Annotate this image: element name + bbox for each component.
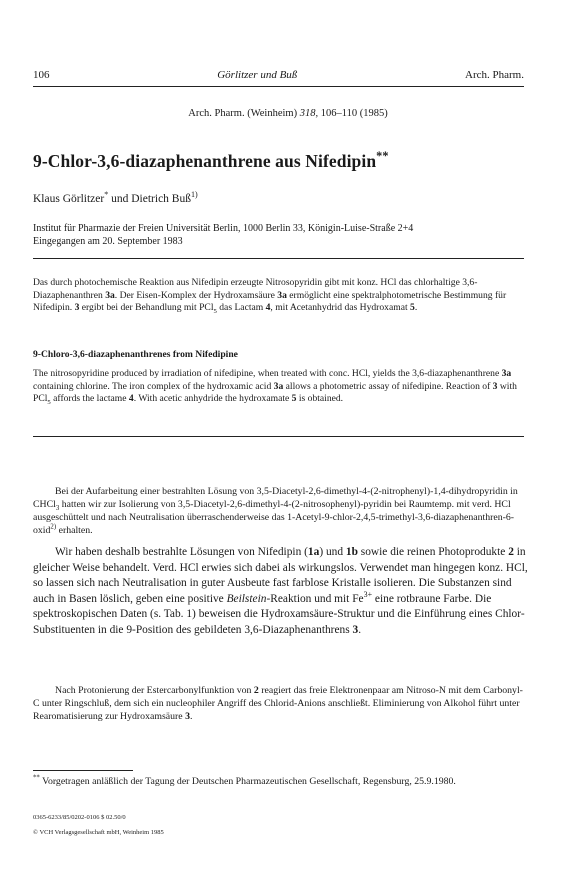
body-paragraph-1: Bei der Aufarbeitung einer bestrahlten Lösung von 3,5-Diacetyl-2,6-dimethyl-4-(2-nitrophenyl)-1,4-dihydropyridin in CHCl$_3$ hatten wir zur Isolierung von 3,5-Diacetyl-2,6-dimethyl-4-(2-nitrosophenyl)-pyridin bei Raumtemp. mit verd. HCl ausgeschüttelt und nach Neutralisation überraschenderweise das 1-Acetyl-9-chlor-2,4,5-trimethyl-3,6-diazaphenanthren-6-oxid$^{2)}$ erhalten. xyxy=(33,486,518,536)
authors: Klaus Görlitzer* und Dietrich Buß$^{1)}$ xyxy=(33,190,198,205)
running-title: Görlitzer und Buß xyxy=(217,69,298,81)
abstract-top-rule xyxy=(33,258,524,259)
abstract-english: The nitrosopyridine produced by irradiation of nifedipine, when treated with conc. HCl, yields the 3,6-diazaphenanthrene 3a containing chlorine. The iron complex of the hydroxamic acid 3a allows a photometric assay of nifedipine. Reaction of 3 with PCl$_5$ affords the lactame 4. With acetic anhydride the hydroxamate 5 is obtained. xyxy=(33,368,517,407)
abstract-bottom-rule xyxy=(33,436,524,437)
journal-abbrev: Arch. Pharm. xyxy=(465,69,524,81)
volume: 318, xyxy=(299,108,319,119)
title-footnote-mark: ** xyxy=(376,149,389,164)
abstract-german: Das durch photochemische Reaktion aus Nifedipin erzeugte Nitrosopyridin gibt mit konz. HCl das chlorhaltige 3,6-Diazaphenanthren 3a. Der Eisen-Komplex der Hydroxamsäure 3a ermöglicht eine spektralphotometrische Bestimmung für Nifedipin. 3 ergibt bei der Behandlung mit PCl$_5$ das Lactam 4, mit Acetanhydrid das Hydroxamat 5. xyxy=(33,277,507,316)
header-rule xyxy=(33,86,524,87)
footnote-rule xyxy=(33,770,133,771)
footnote: ** Vorgetragen anläßlich der Tagung der Deutschen Pharmazeutischen Gesellschaft, Regensburg, 25.9.1980. xyxy=(33,774,456,787)
article-title: 9-Chlor-3,6-diazaphenanthrene aus Nifedipin** xyxy=(33,149,389,171)
running-header xyxy=(33,69,524,81)
affiliation-address: Institut für Pharmazie der Freien Universität Berlin, 1000 Berlin 33, Königin-Luise-Straße 2+4 xyxy=(33,223,414,234)
publisher-copyright: © VCH Verlagsgesellschaft mbH, Weinheim 1985 xyxy=(33,829,164,836)
received-date: Eingegangen am 20. September 1983 xyxy=(33,236,183,247)
citation-line: Arch. Pharm. (Weinheim) 318, 106–110 (1985) xyxy=(188,108,388,119)
english-title: 9-Chloro-3,6-diazaphenanthrenes from Nifedipine xyxy=(33,349,238,360)
body-paragraph-3: Nach Protonierung der Estercarbonylfunktion von 2 reagiert das freie Elektronenpaar am Nitroso-N mit dem Carbonyl-C unter Ringschluß, dem sich ein nucleophiler Angriff des Chlorid-Anions anschließt. Eliminierung von Alkohol führt unter Rearomatisierung zur Hydroxamsäure 3. xyxy=(33,685,523,722)
body-paragraph-2: Wir haben deshalb bestrahlte Lösungen von Nifedipin (1a) und 1b sowie die reinen Photoprodukte 2 in gleicher Weise behandelt. Verd. HCl erwies sich dabei als wirkungslos. Verwendet man hingegen konz. HCl, so lassen sich nach Neutralisation in guter Ausbeute fast farblose Kristalle isolieren. Die Substanzen sind auch in Basen löslich, geben eine positive Beilstein-Reaktion und mit $Fe^{3+}$ eine rotbraune Farbe. Die spektroskopischen Daten (s. Tab. 1) beweisen die Hydroxamsäure-Struktur und die Einführung eines Chlor-Substituenten in die 9-Position des gebildeten 3,6-Diazaphenanthrens 3. xyxy=(33,546,528,636)
article-code: 0365-6233/85/0202-0106 $ 02.50/0 xyxy=(33,814,126,821)
affiliation xyxy=(33,222,533,248)
page-number: 106 xyxy=(33,69,50,81)
